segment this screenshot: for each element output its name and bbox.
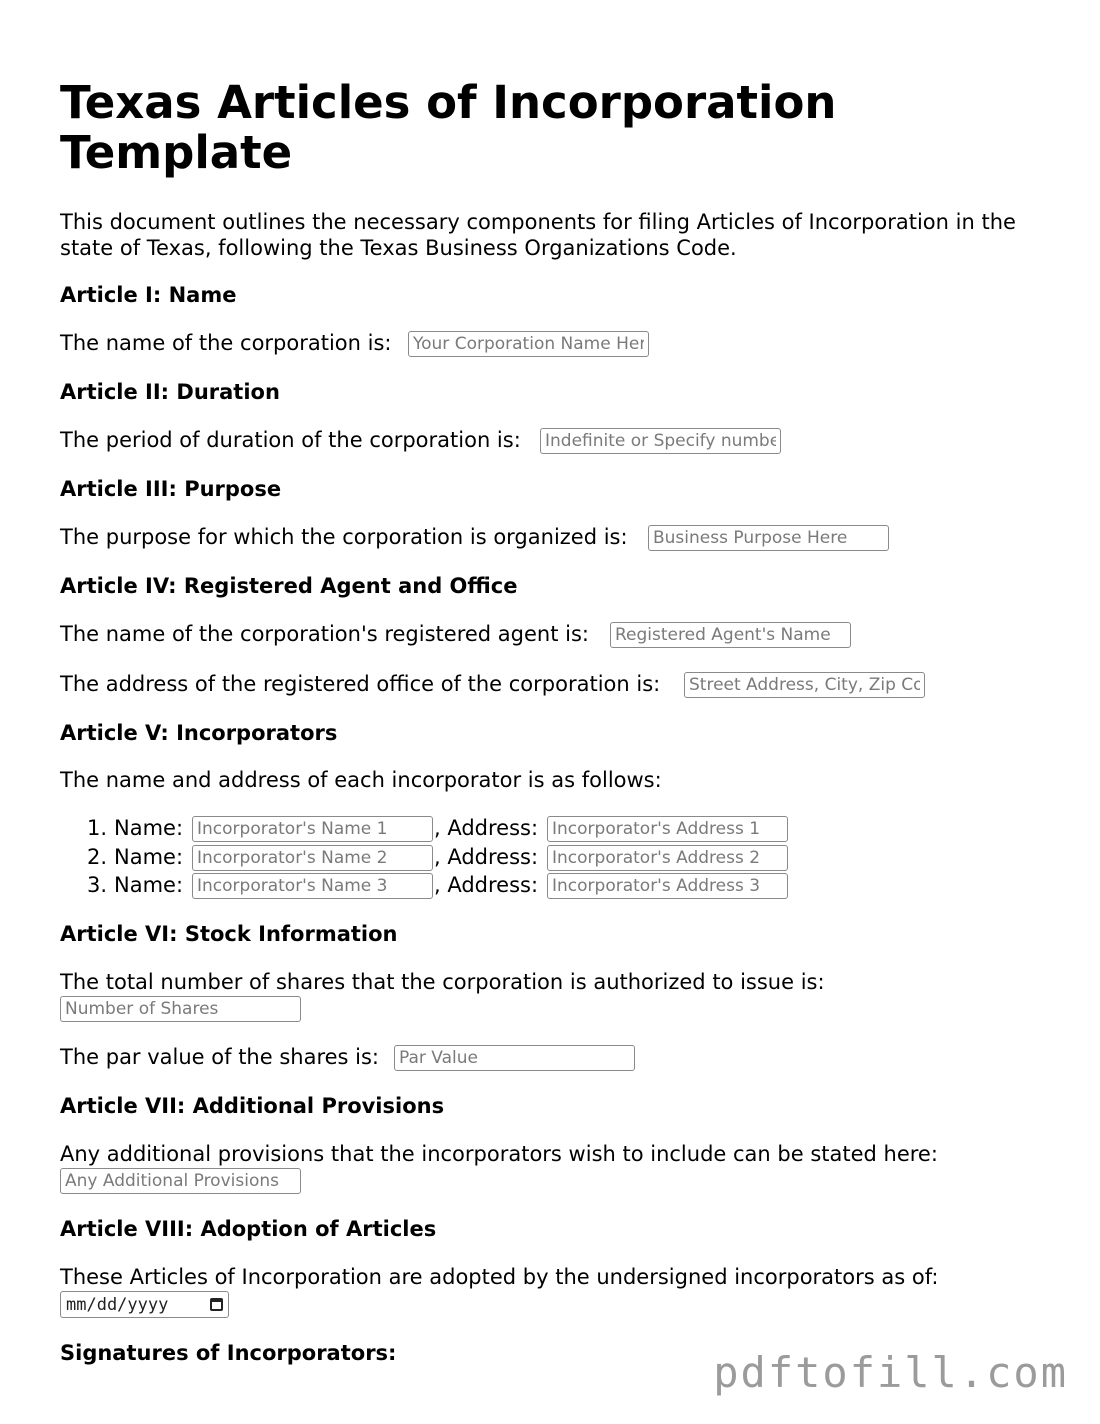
shares-label: The total number of shares that the corporation is authorized to issue is: — [60, 970, 825, 994]
registered-agent-input[interactable] — [610, 622, 851, 648]
incorporator-2-name-label: Name: — [114, 845, 184, 869]
incorporator-1-name-label: Name: — [114, 816, 184, 840]
incorporator-3-number: 3. — [87, 873, 108, 897]
article-1-heading: Article I: Name — [60, 283, 237, 307]
article-5-heading: Article V: Incorporators — [60, 721, 338, 745]
incorporator-1-address-label: , Address: — [434, 816, 539, 840]
par-value-input[interactable] — [394, 1045, 635, 1071]
incorporator-1-name-input[interactable] — [192, 816, 433, 842]
watermark: pdftofill.com — [713, 1348, 1068, 1397]
article-1-label: The name of the corporation is: — [60, 331, 392, 355]
article-2-label: The period of duration of the corporation is: — [60, 428, 521, 452]
article-4-heading: Article IV: Registered Agent and Office — [60, 574, 518, 598]
incorporator-2-address-label: , Address: — [434, 845, 539, 869]
article-8-heading: Article VIII: Adoption of Articles — [60, 1217, 437, 1241]
adoption-label: These Articles of Incorporation are adopted by the undersigned incorporators as of: — [60, 1265, 939, 1289]
article-3-label: The purpose for which the corporation is organized is: — [60, 525, 628, 549]
registered-office-label: The address of the registered office of the corporation is: — [60, 672, 661, 696]
page-title: Texas Articles of Incorporation Template — [60, 76, 837, 179]
par-value-label: The par value of the shares is: — [60, 1045, 380, 1069]
shares-input[interactable] — [60, 996, 301, 1022]
article-7-heading: Article VII: Additional Provisions — [60, 1094, 445, 1118]
calendar-icon[interactable] — [210, 1298, 223, 1311]
corporation-name-input[interactable] — [408, 331, 649, 357]
purpose-input[interactable] — [648, 525, 889, 551]
incorporator-3-address-label: , Address: — [434, 873, 539, 897]
incorporator-1-number: 1. — [87, 816, 108, 840]
incorporator-2-address-input[interactable] — [547, 845, 788, 871]
incorporator-2-name-input[interactable] — [192, 845, 433, 871]
incorporator-3-name-label: Name: — [114, 873, 184, 897]
provisions-input[interactable] — [60, 1168, 301, 1194]
incorporator-3-address-input[interactable] — [547, 873, 788, 899]
article-2-heading: Article II: Duration — [60, 380, 280, 404]
duration-input[interactable] — [540, 428, 781, 454]
registered-agent-label: The name of the corporation's registered agent is: — [60, 622, 589, 646]
incorporator-1-address-input[interactable] — [547, 816, 788, 842]
provisions-label: Any additional provisions that the incorporators wish to include can be stated here: — [60, 1142, 938, 1166]
date-placeholder: mm/dd/yyyy — [66, 1294, 169, 1315]
adoption-date-input[interactable] — [60, 1291, 229, 1318]
signatures-heading: Signatures of Incorporators: — [60, 1341, 397, 1365]
registered-office-input[interactable] — [684, 672, 925, 698]
incorporator-2-number: 2. — [87, 845, 108, 869]
incorporators-label: The name and address of each incorporator is as follows: — [60, 768, 662, 792]
article-3-heading: Article III: Purpose — [60, 477, 282, 501]
incorporator-3-name-input[interactable] — [192, 873, 433, 899]
intro-paragraph: This document outlines the necessary components for filing Articles of Incorporation in the state of Texas, following the Texas Business Organizations Code. — [60, 210, 1016, 260]
article-6-heading: Article VI: Stock Information — [60, 922, 398, 946]
